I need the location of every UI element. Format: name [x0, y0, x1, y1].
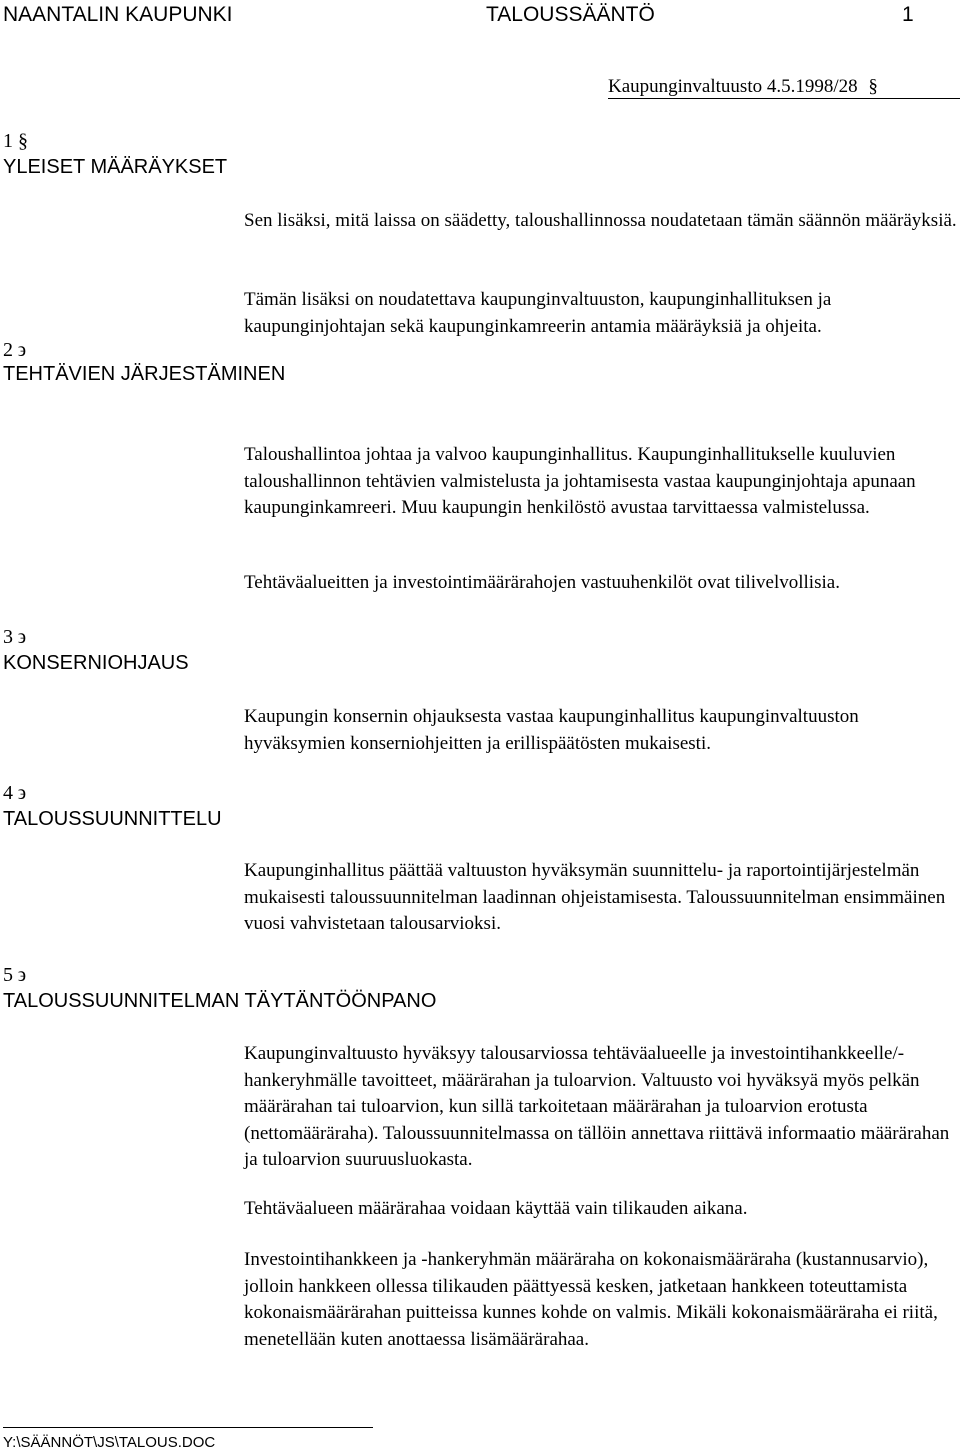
- section-2-paragraph: Tehtäväalueitten ja investointimäärärahojen vastuuhenkilöt ovat tilivelvollisia.: [244, 572, 840, 593]
- section-5-title: TALOUSSUUNNITELMAN TÄYTÄNTÖÖNPANO: [3, 990, 437, 1012]
- approval-line: [608, 76, 878, 98]
- section-symbol: §: [868, 76, 878, 97]
- header-city: NAANTALIN KAUPUNKI: [3, 3, 233, 26]
- section-5-number: 5 ϶: [3, 964, 27, 986]
- section-1-title: YLEISET MÄÄRÄYKSET: [3, 156, 228, 178]
- approval-text: Kaupunginvaltuusto 4.5.1998/28: [608, 76, 858, 97]
- section-5-paragraph: Tehtäväalueen määrärahaa voidaan käyttää vain tilikauden aikana.: [244, 1198, 748, 1219]
- section-3-title: KONSERNIOHJAUS: [3, 652, 189, 674]
- section-3-number: 3 ϶: [3, 626, 27, 648]
- section-2-paragraph: Taloushallintoa johtaa ja valvoo kaupunginhallitus. Kaupunginhallitukselle kuuluvien taloushallinnon tehtävien valmistelusta ja johtamisesta vastaa kaupunginjohtaja apunaan kaupunginkamreeri. Muu kaupungin henkilöstö avustaa tarvittaessa valmistelussa.: [244, 444, 916, 518]
- section-2-title: TEHTÄVIEN JÄRJESTÄMINEN: [3, 363, 286, 385]
- section-1-paragraph: Tämän lisäksi on noudatettava kaupunginvaltuuston, kaupunginhallituksen ja kaupunginjohtajan sekä kaupunginkamreerin antamia määräyksiä ja ohjeita.: [244, 289, 832, 337]
- section-4-paragraph: Kaupunginhallitus päättää valtuuston hyväksymän suunnittelu- ja raportointijärjestelmän mukaisesti taloussuunnitelman laadinnan ohjeistamisesta. Taloussuunnitelman ensimmäinen vuosi vahvistetaan talousarvioksi.: [244, 860, 946, 934]
- section-2-number: 2 ϶: [3, 339, 27, 361]
- section-5-paragraph: Kaupunginvaltuusto hyväksyy talousarviossa tehtäväalueelle ja investointihankkeelle/-hankeryhmälle tavoitteet, määrärahan ja tuloarvion. Valtuusto voi hyväksyä myös pelkän määrärahan tai tuloarvion, kun sillä tarkoitetaan määrärahan ja tuloarvion erotusta (nettomääräraha). Taloussuunnitelmassa on tällöin annettava riittävä informaatio määrärahan ja tuloarvion suuruusluokasta.: [244, 1043, 950, 1170]
- footer-divider: [3, 1427, 373, 1428]
- section-4-title: TALOUSSUUNNITTELU: [3, 808, 222, 830]
- section-3-paragraph: Kaupungin konsernin ohjauksesta vastaa kaupunginhallitus kaupunginvaltuuston hyväksymien konserniohjeitten ja erillispäätösten mukaisesti.: [244, 706, 859, 754]
- section-1-number: 1 §: [3, 130, 28, 152]
- section-1-paragraph: Sen lisäksi, mitä laissa on säädetty, taloushallinnossa noudatetaan tämän säännön määräyksiä.: [244, 210, 957, 231]
- section-4-number: 4 ϶: [3, 782, 27, 804]
- header-title: TALOUSSÄÄNTÖ: [486, 3, 655, 26]
- footer-file-path: Y:\SÄÄNNÖT\JS\TALOUS.DOC: [3, 1434, 216, 1451]
- header-page-number: 1: [902, 3, 914, 26]
- section-5-paragraph: Investointihankkeen ja -hankeryhmän määräraha on kokonaismääräraha (kustannusarvio), jolloin hankkeen ollessa tilikauden päättyessä kesken, jatketaan hankkeen toteuttamista kokonaismäärärahan puitteissa kunnes kohde on valmis. Mikäli kokonaismääräraha ei riitä, menetellään kuten anottaessa lisämäärärahaa.: [244, 1249, 938, 1350]
- header-divider: [608, 98, 960, 99]
